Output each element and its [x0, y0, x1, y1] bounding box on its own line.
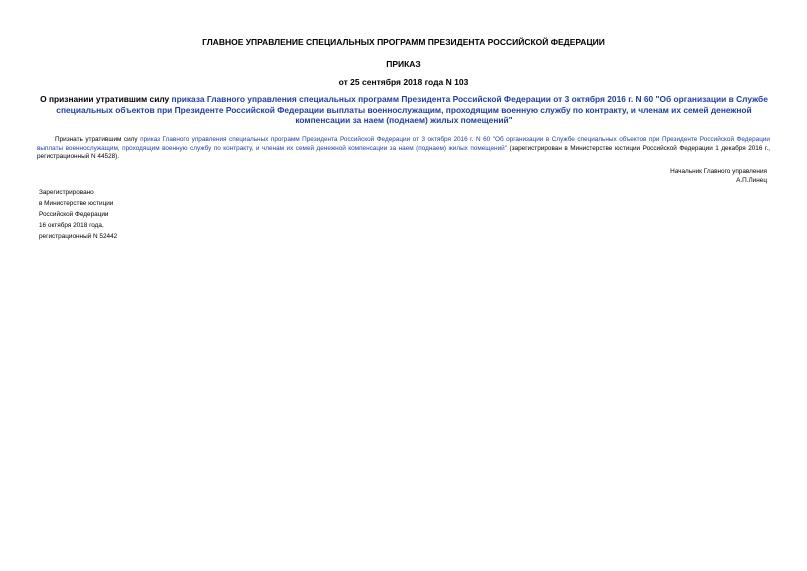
registration-line: в Министерстве юстиции: [39, 200, 114, 207]
body-prefix: Признать утратившим силу: [55, 136, 141, 143]
body-paragraph: [37, 136, 770, 162]
title-prefix: О признании утратившим силу: [40, 94, 172, 104]
registration-line: 16 октября 2018 года,: [39, 222, 104, 229]
document-title: [34, 94, 774, 126]
body-link[interactable]: приказ Главного управления специальных программ Президента Российской Федерации от 3 октября 2016 г. N 60 "Об организации в Службе специальных объектов при Президенте Российской Федерации выплаты военнослужащим, проходящим военную службу по контракту, и членам их семей денежной компенсации за наем (поднаем) жилых помещений": [37, 136, 770, 152]
registration-block: [39, 187, 239, 242]
document-date-number: от 25 сентября 2018 года N 103: [338, 77, 469, 87]
registration-line: Зарегистрировано: [39, 189, 94, 196]
registration-line: Российской Федерации: [39, 211, 109, 218]
body-suffix: (зарегистрирован в Министерстве юстиции Российской Федерации 1 декабря 2016 г., регистрационный N 44528).: [37, 144, 770, 161]
registration-line: регистрационный N 52442: [39, 233, 118, 240]
signature-name: А.П.Линец: [736, 177, 767, 184]
title-link[interactable]: приказа Главного управления специальных программ Президента Российской Федерации от 3 октября 2016 г. N 60 "Об организации в Службе специальных объектов при Президенте Российской Федерации выплаты военнослужащим, проходящим военную службу по контракту, и членам их семей денежной компенсации за наем (поднаем) жилых помещений": [56, 94, 768, 125]
document-type: ПРИКАЗ: [386, 59, 421, 69]
organization-heading: ГЛАВНОЕ УПРАВЛЕНИЕ СПЕЦИАЛЬНЫХ ПРОГРАММ ПРЕЗИДЕНТА РОССИЙСКОЙ ФЕДЕРАЦИИ: [202, 37, 605, 47]
signature-position: Начальник Главного управления: [670, 168, 767, 175]
